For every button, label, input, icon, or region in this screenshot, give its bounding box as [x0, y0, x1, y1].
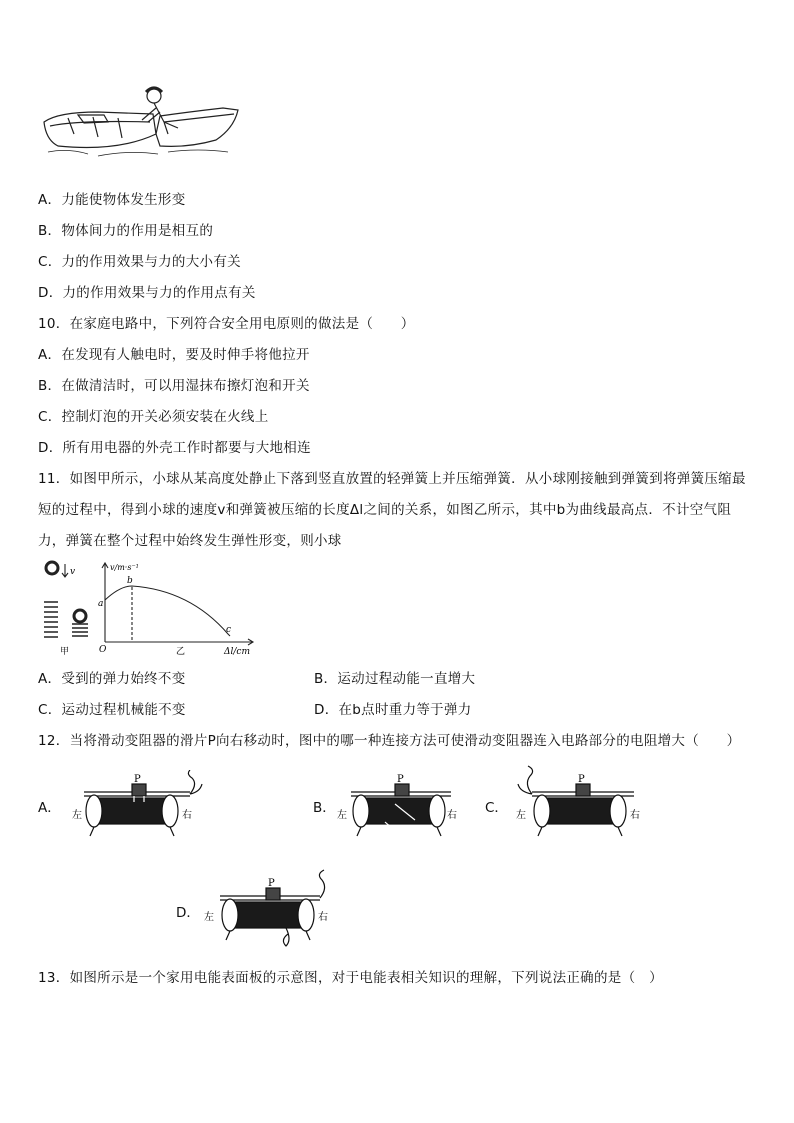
q11-caption-jia: 甲	[60, 647, 70, 657]
q11-stem-line-1: 11．如图甲所示，小球从某高度处静止下落到竖直放置的轻弹簧上并压缩弹簧．从小球刚接触到弹簧到将弹簧压缩最	[38, 471, 746, 487]
rheostat-b-p-label: P	[397, 774, 404, 785]
q11-option-c: C．运动过程机械能不变	[38, 702, 186, 718]
rheostat-a-p-label: P	[134, 774, 141, 785]
rheostat-b	[335, 770, 470, 840]
q11-stem-line-2: 短的过程中，得到小球的速度v和弹簧被压缩的长度Δl之间的关系，如图乙所示，其中b为曲线最高点．不计空气阻	[38, 502, 732, 518]
rheostat-c-p-label: P	[578, 774, 585, 785]
q11-origin-label: O	[99, 645, 107, 655]
rheostat-d	[202, 868, 342, 948]
rheostat-d-right-label: 右	[318, 912, 328, 923]
q12-option-a-letter: A．	[38, 800, 61, 816]
q11-figure	[40, 560, 270, 660]
q11-x-axis-label: Δl/cm	[224, 647, 250, 657]
rheostat-b-left-label: 左	[337, 810, 347, 821]
rheostat-c-right-label: 右	[630, 810, 640, 821]
rheostat-c-left-label: 左	[516, 810, 526, 821]
q12-option-c-letter: C．	[485, 800, 508, 816]
q11-point-a: a	[98, 599, 104, 609]
q11-v-arrow-label: v	[70, 567, 76, 577]
q11-caption-yi: 乙	[176, 647, 186, 657]
q10-option-b: B．在做清洁时，可以用湿抹布擦灯泡和开关	[38, 378, 310, 394]
q11-point-c: c	[226, 625, 232, 635]
q9-option-a: A．力能使物体发生形变	[38, 192, 186, 208]
q11-y-axis-label: v/m·s⁻¹	[110, 563, 139, 572]
q12-option-d-letter: D．	[176, 905, 200, 921]
q11-option-a: A．受到的弹力始终不变	[38, 671, 186, 687]
rheostat-a	[70, 770, 210, 840]
q13-stem: 13．如图所示是一个家用电能表面板的示意图，对于电能表相关知识的理解，下列说法正确的是（ ）	[38, 970, 663, 986]
q11-option-b: B．运动过程动能一直增大	[314, 671, 476, 687]
q11-option-d: D．在b点时重力等于弹力	[314, 702, 472, 718]
q12-option-b-letter: B．	[313, 800, 336, 816]
rheostat-c	[510, 764, 650, 840]
q9-option-c: C．力的作用效果与力的大小有关	[38, 254, 241, 270]
q10-stem: 10．在家庭电路中，下列符合安全用电原则的做法是（ ）	[38, 316, 415, 332]
q11-stem-line-3: 力，弹簧在整个过程中始终发生弹性形变，则小球	[38, 533, 342, 549]
rheostat-a-right-label: 右	[182, 810, 192, 821]
rheostat-b-right-label: 右	[447, 810, 457, 821]
q10-option-a: A．在发现有人触电时，要及时伸手将他拉开	[38, 347, 310, 363]
boat-push-figure	[38, 82, 248, 172]
rheostat-d-p-label: P	[268, 878, 275, 889]
q12-stem: 12．当将滑动变阻器的滑片P向右移动时，图中的哪一种连接方法可使滑动变阻器连入电路部分的电阻增大（ ）	[38, 733, 741, 749]
q10-option-c: C．控制灯泡的开关必须安装在火线上	[38, 409, 269, 425]
q9-option-b: B．物体间力的作用是相互的	[38, 223, 214, 239]
rheostat-d-left-label: 左	[204, 912, 214, 923]
q11-point-b: b	[127, 576, 133, 586]
rheostat-a-left-label: 左	[72, 810, 82, 821]
q9-option-d: D．力的作用效果与力的作用点有关	[38, 285, 256, 301]
q10-option-d: D．所有用电器的外壳工作时都要与大地相连	[38, 440, 311, 456]
